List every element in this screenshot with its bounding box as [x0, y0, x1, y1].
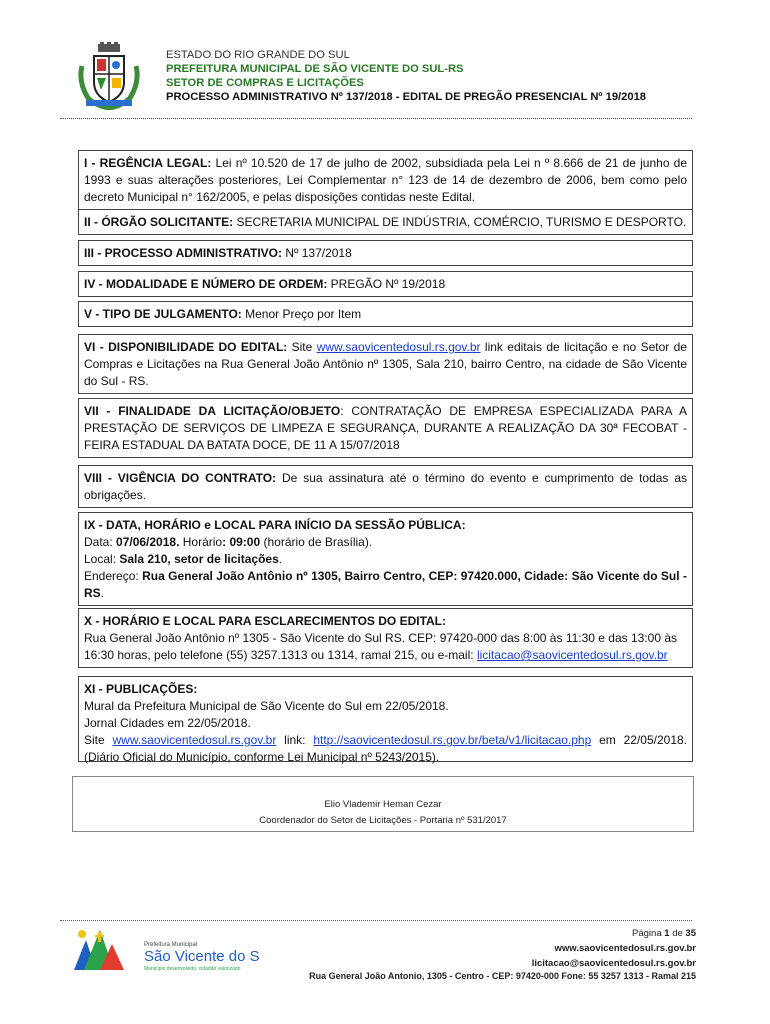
publication-diario: (Diário Oficial do Município, conforme Lei Municipal nº 5243/2015). — [84, 750, 440, 764]
email-link[interactable]: licitacao@saovicentedosul.rs.gov.br — [476, 648, 668, 662]
section-heading: XI - PUBLICAÇÕES: — [84, 682, 198, 696]
page-current: 1 — [664, 928, 670, 939]
site-link[interactable]: www.saovicentedosul.rs.gov.br — [112, 733, 277, 747]
session-address: Rua General João Antônio nº 1305, Bairro Centro, CEP: 97420.000, Cidade: São Vicente do Sul - RS — [84, 569, 687, 600]
licitacao-url-link[interactable]: http://saovicentedosul.rs.gov.br/beta/v1/licitacao.php — [313, 733, 592, 747]
logo-tagline: Município desenvolvido, cidadão valorizado — [144, 966, 241, 972]
section-processo-administrativo — [78, 240, 693, 266]
section-heading: VII - FINALIDADE DA LICITAÇÃO/OBJETO — [84, 404, 341, 418]
coat-of-arms-icon — [76, 42, 142, 110]
header-prefecture: PREFEITURA MUNICIPAL DE SÃO VICENTE DO SUL-RS — [166, 63, 464, 75]
logo-small-text: Prefeitura Municipal — [144, 942, 198, 948]
header-divider — [60, 118, 692, 119]
session-date-line: Data: 07/06/2018. Horário: 09:00 (horário de Brasília). — [84, 535, 373, 549]
section-heading: X - HORÁRIO E LOCAL PARA ESCLARECIMENTOS DO EDITAL: — [84, 614, 447, 628]
section-text: Menor Preço por Item — [241, 307, 362, 321]
section-tipo-julgamento — [78, 301, 693, 327]
page-header — [60, 40, 700, 120]
signatory-role: Coordenador do Setor de Licitações - Portaria nº 531/2017 — [259, 815, 507, 826]
footer-info — [532, 926, 696, 971]
section-vigencia — [78, 465, 693, 508]
section-text: Lei nº 10.520 de 17 de julho de 2002, subsidiada pela Lei n º 8.666 de 21 de junho de 1993 e suas alterações posteriores, Lei Complementar n° 123 de 14 de dezembro de 2006, bem como pelo decreto Municipal n° 162/2005, e pelas disposições contidas neste Edital. — [84, 156, 688, 204]
header-process: PROCESSO ADMINISTRATIVO Nº 137/2018 - EDITAL DE PREGÃO PRESENCIAL Nº 19/2018 — [166, 91, 647, 103]
section-heading: VIII - VIGÊNCIA DO CONTRATO: — [84, 471, 277, 485]
section-text: Rua General João Antônio nº 1305 - São Vicente do Sul RS. CEP: 97420-000 das 8:00 às 11:30 e das 13:00 às 16:30 horas, pelo telefone (55) 3257.1313 ou 1314, ramal 215, ou e-mail: — [84, 631, 678, 662]
site-link[interactable]: www.saovicentedosul.rs.gov.br — [316, 340, 481, 354]
section-disponibilidade: VI - DISPONIBILIDADE DO EDITAL: Site www.saovicentedosul.rs.gov.br link editais de licitação e no Setor de Compras e Licitações na Rua General João Antônio nº 1305, Sala 210, bairro Centro, na cidade de São Vicente do Sul - RS. — [78, 334, 693, 394]
section-heading: V - TIPO DE JULGAMENTO: — [84, 307, 242, 321]
footer-website: www.saovicentedosul.rs.gov.br — [554, 943, 696, 954]
header-sector: SETOR DE COMPRAS E LICITAÇÕES — [166, 77, 364, 89]
section-regencia-legal — [78, 150, 693, 210]
section-text: SECRETARIA MUNICIPAL DE INDÚSTRIA, COMÉRCIO, TURISMO E DESPORTO. — [233, 215, 687, 229]
logo-name: São Vicente do Sul — [144, 948, 260, 965]
section-modalidade — [78, 271, 693, 297]
publication-site: Site www.saovicentedosul.rs.gov.br link: http://saovicentedosul.rs.gov.br/beta/v1/licitacao.php em 22/05/2018. — [84, 733, 687, 747]
session-date: 07/06/2018. — [116, 535, 180, 549]
section-heading: VI - DISPONIBILIDADE DO EDITAL: — [84, 340, 288, 354]
publication-mural: Mural da Prefeitura Municipal de São Vicente do Sul em 22/05/2018. — [84, 699, 449, 713]
section-heading: III - PROCESSO ADMINISTRATIVO: — [84, 246, 283, 260]
section-heading: II - ÓRGÃO SOLICITANTE: — [84, 215, 234, 229]
session-address-line: Endereço: Rua General João Antônio nº 1305, Bairro Centro, CEP: 97420.000, Cidade: São Vicente do Sul - RS. — [84, 569, 687, 600]
section-esclarecimentos — [78, 608, 693, 668]
session-local-line: Local: Sala 210, setor de licitações. — [84, 552, 283, 566]
municipality-logo — [70, 924, 260, 974]
page-total: 35 — [685, 928, 696, 939]
section-heading: I - REGÊNCIA LEGAL: — [84, 156, 212, 170]
section-finalidade-objeto — [78, 398, 693, 458]
section-publicacoes — [78, 676, 693, 762]
section-text: PREGÃO Nº 19/2018 — [327, 277, 446, 291]
footer-email: licitacao@saovicentedosul.rs.gov.br — [531, 958, 696, 969]
section-text: De sua assinatura até o término do evento e cumprimento de todas as obrigações. — [84, 471, 687, 502]
page-indicator: Página 1 de 35 — [632, 928, 696, 939]
signatory-name: Elio Vlademir Heman Cezar — [324, 799, 442, 810]
section-orgao-solicitante — [78, 209, 693, 235]
section-text: : CONTRATAÇÃO DE EMPRESA ESPECIALIZADA PARA A PRESTAÇÃO DE SERVIÇOS DE LIMPEZA E SEGURANÇA, DURANTE A REALIZAÇÃO DA 30ª FECOBAT - FEIRA ESTADUAL DA BATATA DOCE, DE 11 A 15/07/2018 — [84, 404, 687, 452]
section-sessao-publica — [78, 512, 693, 606]
section-heading: IV - MODALIDADE E NÚMERO DE ORDEM: — [84, 277, 328, 291]
publication-jornal: Jornal Cidades em 22/05/2018. — [84, 716, 251, 730]
session-time: : 09:00 — [222, 535, 261, 549]
section-text: link editais de licitação e no Setor de Compras e Licitações na Rua General João Antônio nº 1305, Sala 210, bairro Centro, na cidade de São Vicente do Sul - RS. — [84, 340, 687, 388]
section-text: Nº 137/2018 — [282, 246, 352, 260]
footer-divider — [60, 920, 692, 921]
footer-address: Rua General João Antonio, 1305 - Centro - CEP: 97420-000 Fone: 55 3257 1313 - Ramal 215 — [309, 971, 696, 981]
session-local: Sala 210, setor de licitações — [119, 552, 279, 566]
signature-box — [72, 776, 694, 832]
header-state: ESTADO DO RIO GRANDE DO SUL — [166, 49, 350, 61]
section-heading: IX - DATA, HORÁRIO e LOCAL PARA INÍCIO DA SESSÃO PÚBLICA: — [84, 518, 466, 532]
